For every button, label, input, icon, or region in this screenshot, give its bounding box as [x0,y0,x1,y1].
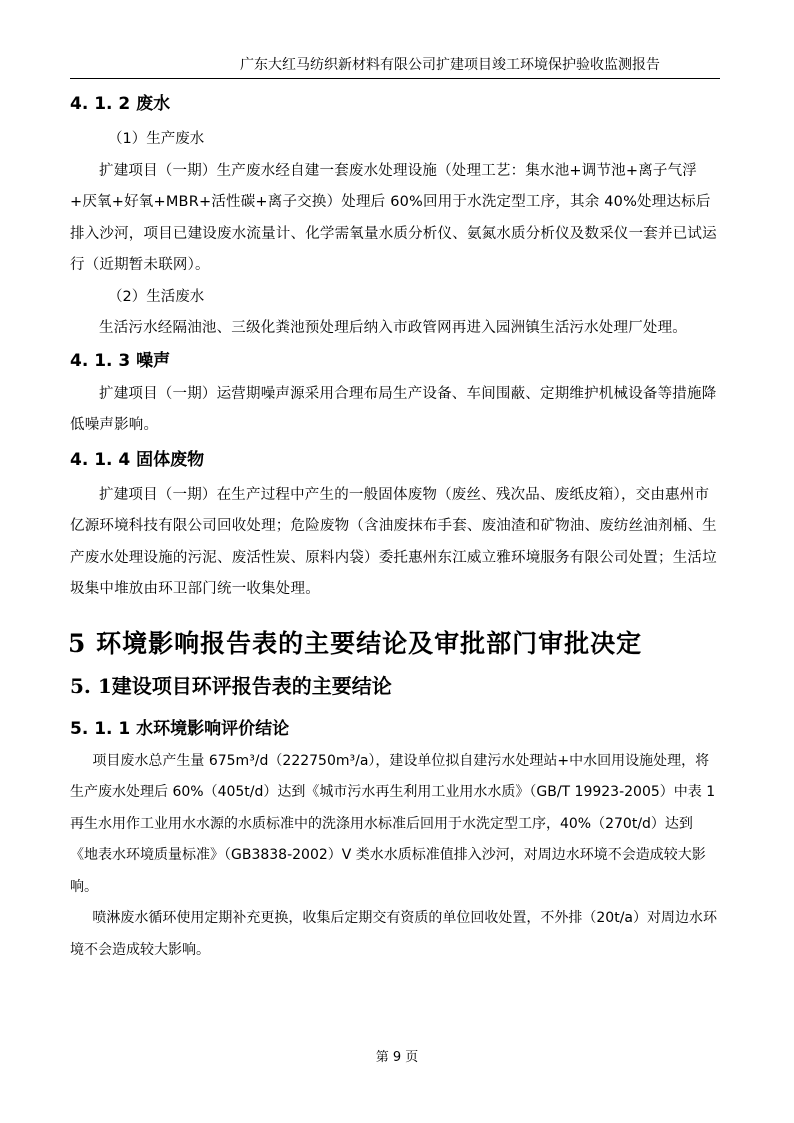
section-heading-5-1-1: 5. 1. 1 水环境影响评价结论 [70,718,290,739]
section-heading-solid-waste: 4. 1. 4 固体废物 [70,449,205,470]
paragraph-water-conclusion: 项目废水总产生量 675m³/d（222750m³/a），建设单位拟自建污水处理站+中水回用设施处理，将生产废水处理后 60%（405t/d）达到《城市污水再生利用工业用水水质》（GB/T 19923-2005）中表 1 再生水用作工业用水水源的水质标准中的洗涤用水标准后回用于水洗定型工序，40%（270t/d）达到《地表水环境质量标准》（GB3838-2002）V 类水水质标准值排入沙河，对周边水环境不会造成较大影响。 [70,752,716,895]
section-heading-noise: 4. 1. 3 噪声 [70,350,171,371]
paragraph-production-wastewater: 扩建项目（一期）生产废水经自建一套废水处理设施（处理工艺：集水池+调节池+离子气浮+厌氧+好氧+MBR+活性碳+离子交换）处理后 60%回用于水洗定型工序，其余 40%处理达标后排入沙河，项目已建设废水流量计、化学需氧量水质分析仪、氨氮水质分析仪及数采仪一套并已试运行（近期暂未联网）。 [70,162,717,273]
paragraph-solid-waste: 扩建项目（一期）在生产过程中产生的一般固体废物（废丝、残次品、废纸皮箱），交由惠州市亿源环境科技有限公司回收处理；危险废物（含油废抹布手套、废油渣和矿物油、废纺丝油剂桶、生产废水处理设施的污泥、废活性炭、原料内袋）委托惠州东江威立雅环境服务有限公司处置；生活垃圾集中堆放由环卫部门统一收集处理。 [70,486,717,597]
section-heading-5-1: 5. 1建设项目环评报告表的主要结论 [70,673,392,698]
chapter-heading-5: 5 环境影响报告表的主要结论及审批部门审批决定 [68,628,643,658]
header-title: 广东大红马纺织新材料有限公司扩建项目竣工环境保护验收监测报告 [240,57,660,73]
page-number: 第 9 页 [375,1050,419,1065]
subheading-production-wastewater: （1）生产废水 [108,131,205,147]
paragraph-domestic-wastewater: 生活污水经隔油池、三级化粪池预处理后纳入市政管网再进入园洲镇生活污水处理厂处理。 [99,320,687,336]
paragraph-noise: 扩建项目（一期）运营期噪声源采用合理布局生产设备、车间围蔽、定期维护机械设备等措施降低噪声影响。 [70,385,717,433]
page-header [70,52,720,79]
page-body [70,92,720,966]
section-heading-wastewater: 4. 1. 2 废水 [70,94,171,114]
paragraph-spray-wastewater: 喷淋废水循环使用定期补充更换，收集后定期交有资质的单位回收处置，不外排（20t/a）对周边水环境不会造成较大影响。 [70,910,717,958]
subheading-domestic-wastewater: （2）生活废水 [108,288,205,305]
